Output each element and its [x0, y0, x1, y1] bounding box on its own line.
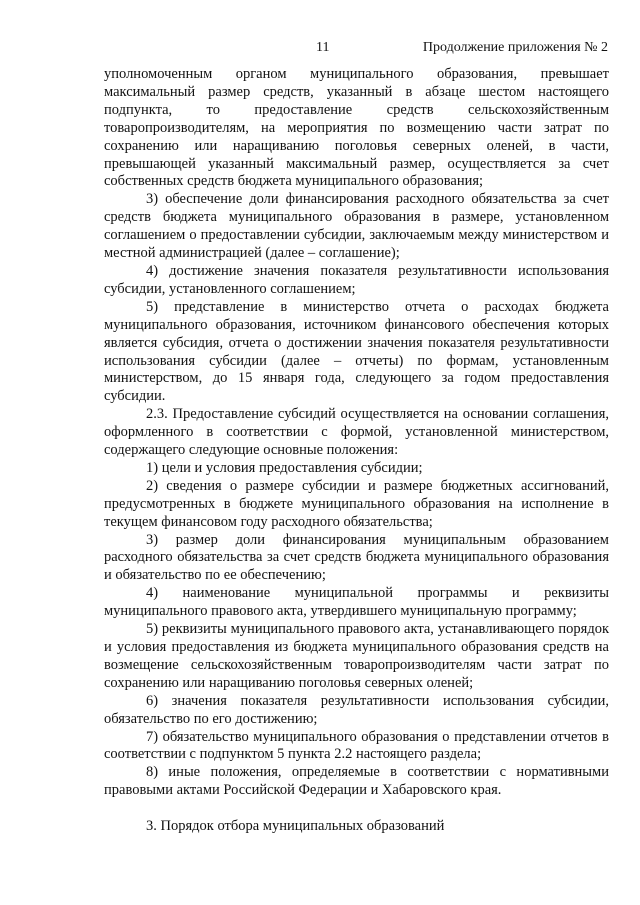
page-header: [0, 38, 640, 58]
paragraph: 2) сведения о размере субсидии и размере бюджетных ассигнований, предусмотренных в бюджете муниципального образования на исполнение в текущем финансовом году расходного обязательства;: [104, 477, 609, 530]
document-body: [104, 66, 609, 836]
paragraph: 1) цели и условия предоставления субсидии;: [146, 459, 423, 476]
paragraph: 5) реквизиты муниципального правового акта, устанавливающего порядок и условия предоставления из бюджета муниципального образования средств на возмещение сельскохозяйственным товаропроизводителям части затрат по сохранению или наращиванию поголовья северных оленей;: [104, 621, 609, 691]
paragraph: 8) иные положения, определяемые в соответствии с нормативными правовыми актами Российской Федерации и Хабаровского края.: [104, 764, 609, 799]
paragraph: 3) обеспечение доли финансирования расходного обязательства за счет средств бюджета муниципального образования в размере, установленном соглашением о предоставлении субсидии, заключаемым между министерством и местной администрацией (далее – соглашение);: [104, 191, 609, 262]
paragraph: 4) достижение значения показателя результативности использования субсидии, установленного соглашением;: [104, 262, 609, 297]
paragraph: 4) наименование муниципальной программы и реквизиты муниципального правового акта, утвердившего муниципальную программу;: [104, 585, 609, 620]
paragraph: уполномоченным органом муниципального образования, превышает максимальный размер средств, указанный в абзаце шестом настоящего подпункта, то предоставление средств сельскохозяйственным товаропроизводителям, на мероприятия по возмещению части затрат по сохранению или наращиванию поголовья северных оленей, в части, превышающей указанный максимальный размер, осуществляется за счет собственных средств бюджета муниципального образования;: [104, 66, 609, 190]
paragraph: 2.3. Предоставление субсидий осуществляется на основании соглашения, оформленного в соответствии с формой, установленной министерством, содержащего следующие основные положения:: [104, 406, 609, 459]
page-number: 11: [316, 40, 330, 55]
paragraph: 7) обязательство муниципального образования о представлении отчетов в соответствии с подпунктом 5 пункта 2.2 настоящего раздела;: [104, 728, 609, 763]
section-heading: 3. Порядок отбора муниципальных образований: [146, 818, 445, 835]
paragraph: 3) размер доли финансирования муниципальным образованием расходного обязательства за счет средств бюджета муниципального образования и обязательство по ее обеспечению;: [104, 531, 609, 584]
appendix-label: Продолжение приложения № 2: [422, 40, 608, 55]
paragraph: 6) значения показателя результативности использования субсидии, обязательство по его достижению;: [104, 692, 609, 727]
paragraph: 5) представление в министерство отчета о расходах бюджета муниципального образования, источником финансового обеспечения которых является субсидия, отчета о достижении значения показателя результативности использования субсидии (далее – отчеты) по формам, установленным министерством, до 15 января года, следующего за годом предоставления субсидии.: [104, 298, 609, 405]
